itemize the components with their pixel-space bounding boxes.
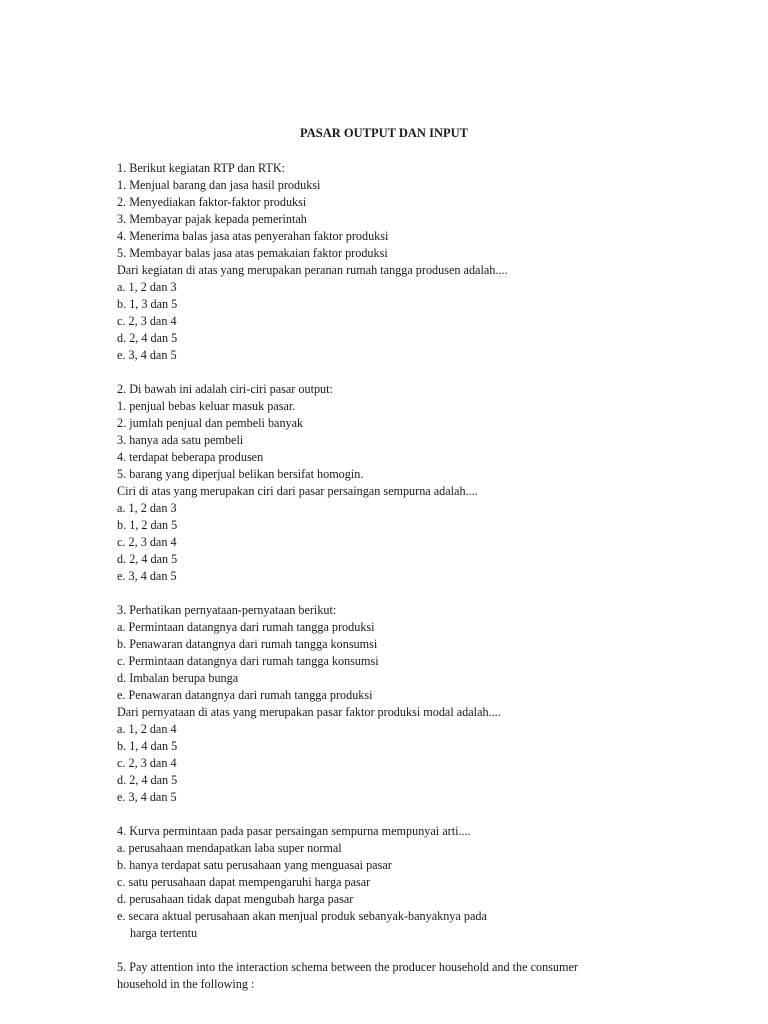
answer-option: e. 3, 4 dan 5 [117, 348, 177, 362]
answer-option: b. 1, 2 dan 5 [117, 518, 178, 532]
statement-item: 5. barang yang diperjual belikan bersifat homogin. [117, 467, 364, 481]
answer-option: e. 3, 4 dan 5 [117, 790, 177, 804]
answer-option: a. 1, 2 dan 3 [117, 501, 177, 515]
statement-item: e. Penawaran datangnya dari rumah tangga produksi [117, 688, 373, 702]
answer-option: b. 1, 4 dan 5 [117, 739, 178, 753]
answer-option: c. satu perusahaan dapat mempengaruhi harga pasar [117, 875, 371, 889]
answer-option: d. 2, 4 dan 5 [117, 773, 178, 787]
answer-option: d. 2, 4 dan 5 [117, 552, 178, 566]
question-4 [117, 823, 737, 942]
document-body [117, 160, 737, 1010]
statement-item: 1. Menjual barang dan jasa hasil produksi [117, 178, 321, 192]
answer-option: b. 1, 3 dan 5 [117, 297, 178, 311]
question-stem: 3. Perhatikan pernyataan-pernyataan berikut: [117, 603, 337, 617]
statement-item: b. Penawaran datangnya dari rumah tangga konsumsi [117, 637, 378, 651]
answer-option: d. perusahaan tidak dapat mengubah harga pasar [117, 892, 354, 906]
answer-option-continuation: harga tertentu [130, 926, 198, 940]
statement-item: 4. Menerima balas jasa atas penyerahan faktor produksi [117, 229, 389, 243]
statement-item: a. Permintaan datangnya dari rumah tangga produksi [117, 620, 375, 634]
statement-item: c. Permintaan datangnya dari rumah tangga konsumsi [117, 654, 379, 668]
question-5 [117, 959, 737, 993]
statement-item: 3. hanya ada satu pembeli [117, 433, 244, 447]
answer-option: e. secara aktual perusahaan akan menjual produk sebanyak-banyaknya pada [117, 909, 487, 923]
answer-option: c. 2, 3 dan 4 [117, 535, 177, 549]
question-prompt: Dari pernyataan di atas yang merupakan pasar faktor produksi modal adalah.... [117, 705, 501, 719]
answer-option: c. 2, 3 dan 4 [117, 314, 177, 328]
statement-item: 1. penjual bebas keluar masuk pasar. [117, 399, 296, 413]
statement-item: 2. Menyediakan faktor-faktor produksi [117, 195, 307, 209]
answer-option: d. 2, 4 dan 5 [117, 331, 178, 345]
statement-item: 2. jumlah penjual dan pembeli banyak [117, 416, 304, 430]
document-title: PASAR OUTPUT DAN INPUT [300, 126, 468, 140]
answer-option: a. 1, 2 dan 4 [117, 722, 177, 736]
question-stem: 4. Kurva permintaan pada pasar persaingan sempurna mempunyai arti.... [117, 824, 471, 838]
statement-item: 4. terdapat beberapa produsen [117, 450, 264, 464]
statement-item: d. Imbalan berupa bunga [117, 671, 239, 685]
question-3 [117, 602, 737, 806]
answer-option: c. 2, 3 dan 4 [117, 756, 177, 770]
answer-option: b. hanya terdapat satu perusahaan yang menguasai pasar [117, 858, 392, 872]
answer-option: a. perusahaan mendapatkan laba super normal [117, 841, 342, 855]
question-prompt: Dari kegiatan di atas yang merupakan peranan rumah tangga produsen adalah.... [117, 263, 508, 277]
question-2 [117, 381, 737, 585]
answer-option: e. 3, 4 dan 5 [117, 569, 177, 583]
statement-item: 5. Membayar balas jasa atas pemakaian faktor produksi [117, 246, 388, 260]
statement-item: 3. Membayar pajak kepada pemerintah [117, 212, 307, 226]
question-stem: 1. Berikut kegiatan RTP dan RTK: [117, 161, 286, 175]
question-1 [117, 160, 737, 364]
answer-option: a. 1, 2 dan 3 [117, 280, 177, 294]
question-prompt: Ciri di atas yang merupakan ciri dari pasar persaingan sempurna adalah.... [117, 484, 478, 498]
question-stem: 5. Pay attention into the interaction schema between the producer household and the consumer [117, 960, 578, 974]
question-stem: 2. Di bawah ini adalah ciri-ciri pasar output: [117, 382, 333, 396]
question-stem-continuation: household in the following : [117, 977, 255, 991]
